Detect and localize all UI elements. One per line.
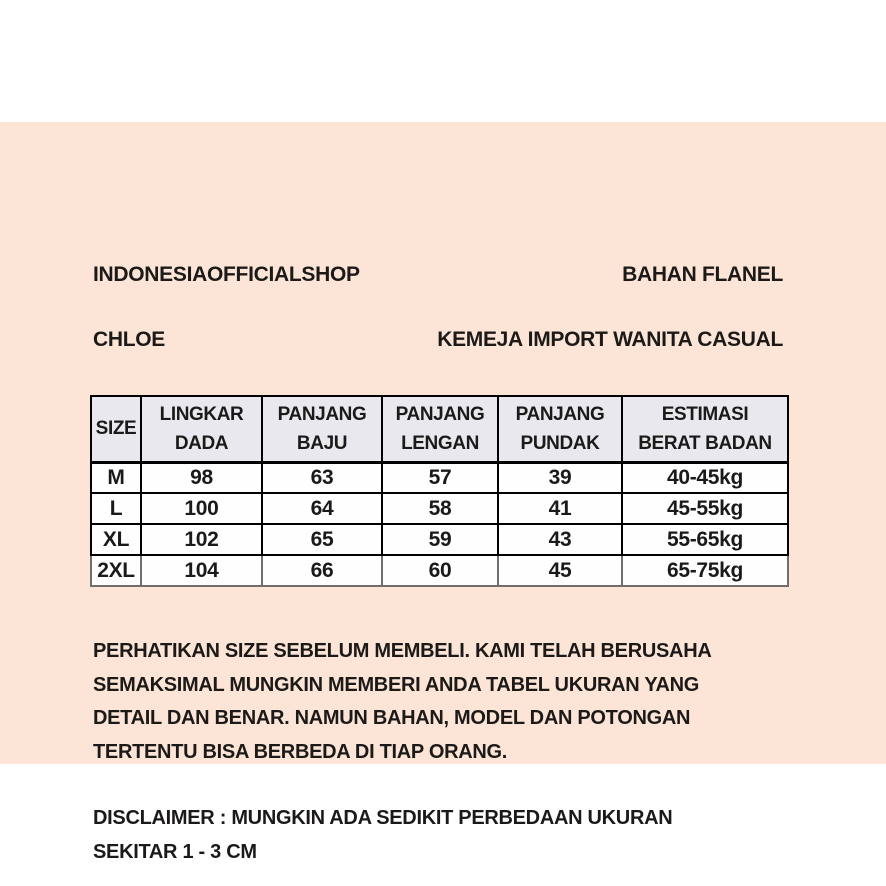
column-header-estimasi-berat-badan <box>622 396 788 462</box>
cell-lingkar-dada: 104 <box>141 555 262 586</box>
cell-size: M <box>91 462 141 493</box>
disclaimer-line-1: DISCLAIMER : MUNGKIN ADA SEDIKIT PERBEDAAN UKURAN <box>93 807 673 829</box>
peach-panel <box>0 122 886 863</box>
notes-line-1: PERHATIKAN SIZE SEBELUM MEMBELI. KAMI TELAH BERUSAHA <box>93 640 712 662</box>
column-header-label: PUNDAK <box>520 432 600 454</box>
cell-lingkar-dada: 98 <box>141 462 262 493</box>
column-header-panjang-pundak <box>498 396 622 462</box>
column-header-label: ESTIMASI <box>661 403 749 425</box>
cell-panjang-lengan: 57 <box>382 462 498 493</box>
cell-panjang-lengan: 59 <box>382 524 498 555</box>
cell-estimasi-berat: 65-75kg <box>622 555 788 586</box>
cell-panjang-pundak: 39 <box>498 462 622 493</box>
cell-panjang-pundak: 45 <box>498 555 622 586</box>
disclaimer <box>93 802 672 869</box>
column-header-label: SIZE <box>95 418 137 440</box>
header-line-1 <box>93 263 783 287</box>
cell-panjang-pundak: 41 <box>498 493 622 524</box>
cell-estimasi-berat: 55-65kg <box>622 524 788 555</box>
column-header-label: LINGKAR <box>159 403 244 425</box>
cell-panjang-lengan: 60 <box>382 555 498 586</box>
table-row-size-l <box>91 493 788 524</box>
cell-size: XL <box>91 524 141 555</box>
column-header-label: BAJU <box>296 432 348 454</box>
size-table <box>90 395 789 587</box>
cell-panjang-lengan: 58 <box>382 493 498 524</box>
product-name: CHLOE <box>93 328 166 351</box>
column-header-label: BERAT BADAN <box>638 432 772 454</box>
column-header-lingkar-dada <box>141 396 262 462</box>
column-header-label: PANJANG <box>395 403 485 425</box>
size-table-header-row <box>91 396 788 462</box>
notes-line-2: SEMAKSIMAL MUNGKIN MEMBERI ANDA TABEL UKURAN YANG <box>93 673 700 696</box>
cell-panjang-baju: 63 <box>262 462 382 493</box>
column-header-panjang-baju <box>262 396 382 462</box>
shop-name: INDONESIAOFFICIALSHOP <box>93 263 360 286</box>
header-line-2 <box>93 328 783 352</box>
size-notes <box>93 635 711 769</box>
table-row-size-xl <box>91 524 788 555</box>
cell-estimasi-berat: 45-55kg <box>622 493 788 524</box>
disclaimer-line-2: SEKITAR 1 - 3 CM <box>93 840 257 863</box>
column-header-label: DADA <box>174 432 229 454</box>
column-header-label: PANJANG <box>515 403 605 425</box>
table-row-size-2xl <box>91 555 788 586</box>
product-title: KEMEJA IMPORT WANITA CASUAL <box>437 328 783 351</box>
cell-panjang-baju: 64 <box>262 493 382 524</box>
column-header-label: PANJANG <box>277 403 367 425</box>
cell-size: 2XL <box>91 555 141 586</box>
cell-estimasi-berat: 40-45kg <box>622 462 788 493</box>
cell-lingkar-dada: 102 <box>141 524 262 555</box>
column-header-label: LENGAN <box>401 432 479 454</box>
cell-panjang-baju: 65 <box>262 524 382 555</box>
table-row-size-m <box>91 462 788 493</box>
column-header-size <box>91 396 141 462</box>
notes-line-3: DETAIL DAN BENAR. NAMUN BAHAN, MODEL DAN POTONGAN <box>93 707 691 729</box>
cell-panjang-baju: 66 <box>262 555 382 586</box>
cell-panjang-pundak: 43 <box>498 524 622 555</box>
notes-line-4: TERTENTU BISA BERBEDA DI TIAP ORANG. <box>93 740 508 763</box>
column-header-panjang-lengan <box>382 396 498 462</box>
cell-lingkar-dada: 100 <box>141 493 262 524</box>
material-label: BAHAN FLANEL <box>622 263 783 286</box>
cell-size: L <box>91 493 141 524</box>
